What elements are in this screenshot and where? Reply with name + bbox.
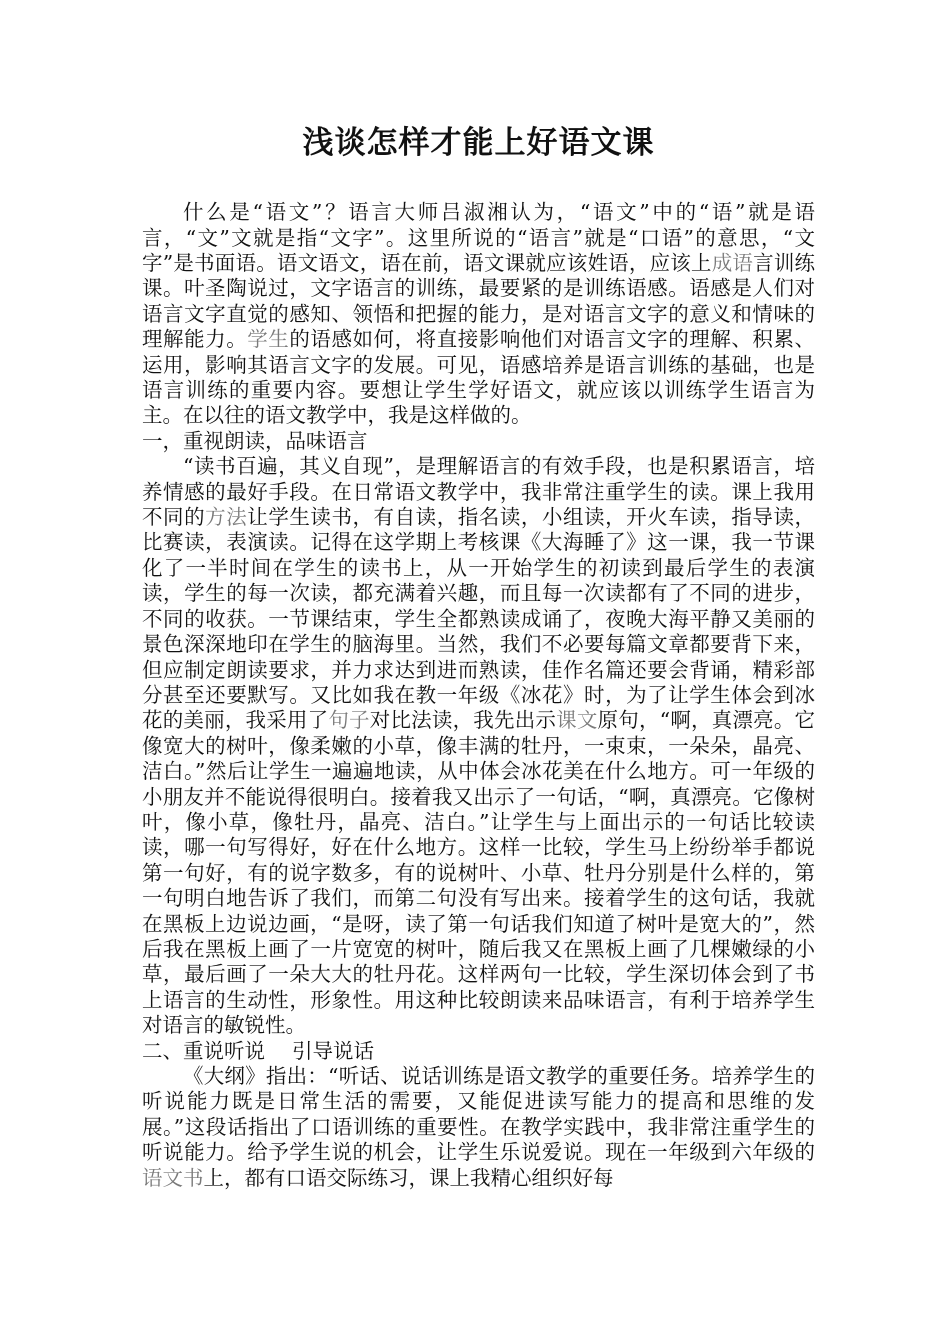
document-body	[142, 200, 815, 1191]
section-2-text-b: 上，都有口语交际练习，课上我精心组织好每	[203, 1165, 614, 1190]
section-heading-2: 二、重说听说 引导说话	[142, 1038, 375, 1063]
link-yuwenshu[interactable]: 语文书	[142, 1165, 204, 1190]
intro-text-b: 言训练课。叶圣陶说过，文字语言的训练，最要紧的是训练语感。语感是人们对语言文字直觉的感知、领悟和把握的能力，是对语言文字的意义和情味的理解能力。	[142, 251, 816, 352]
intro-paragraph	[142, 200, 815, 429]
page-title: 浅谈怎样才能上好语文课	[302, 125, 655, 161]
link-juzi[interactable]: 句子	[328, 708, 370, 733]
link-chengyu[interactable]: 成语	[711, 251, 754, 275]
section-heading-1: 一，重视朗读，品味语言	[142, 428, 368, 453]
link-fangfa[interactable]: 方法	[205, 505, 248, 530]
section-1-text-c: 对比法读，我先出示	[369, 708, 557, 733]
section-2-paragraph	[142, 1064, 815, 1191]
link-xuesheng[interactable]: 学生	[247, 327, 290, 352]
link-kewen[interactable]: 课文	[556, 708, 598, 733]
section-2-text-a: 《大纲》指出：“听话、说话训练是语文教学的重要任务。培养学生的听说能力既是日常生活的需要，又能促进读写能力的提高和思维的发展。”这段话指出了口语训练的重要性。在教学实践中，我非常注重学生的听说能力。给予学生说的机会，让学生乐说爱说。现在一年级到六年级的	[142, 1064, 815, 1165]
section-1-text-a: “读书百遍，其义自现”，是理解语言的有效手段，也是积累语言，培养情感的最好手段。在日常语文教学中，我非常注重学生的读。课上我用不同的	[142, 454, 815, 530]
intro-text-c: 的语感如何，将直接影响他们对语言文字的理解、积累、运用，影响其语言文字的发展。可见，语感培养是语言训练的基础，也是语言训练的重要内容。要想让学生学好语文，就应该以训练学生语言为主。在以往的语文教学中，我是这样做的。	[142, 327, 816, 428]
section-1-paragraph	[142, 454, 815, 1038]
section-1-text-d: 原句，“啊，真漂亮。它像宽大的树叶，像柔嫩的小草，像丰满的牡丹，一束束，一朵朵，晶亮、洁白。”然后让学生一遍遍地读，从中体会冰花美在什么地方。可一年级的小朋友并不能说得很明白。接着我又出示了一句话，“啊，真漂亮。它像树叶，像小草，像牡丹，晶亮、洁白。”让学生与上面出示的一句话比较读读，哪一句写得好，好在什么地方。这样一比较，学生马上纷纷举手都说第一句好，有的说字数多，有的说树叶、小草、牡丹分别是什么样的，第一句明白地告诉了我们，而第二句没有写出来。接着学生的这句话，我就在黑板上边说边画，“是呀，读了第一句话我们知道了树叶是宽大的”，然后我在黑板上画了一片宽宽的树叶，随后我又在黑板上画了几棵嫩绿的小草，最后画了一朵大大的牡丹花。这样两句一比较，学生深切体会到了书上语言的生动性，形象性。用这种比较朗读来品味语言，有利于培养学生对语言的敏锐性。	[142, 708, 816, 1038]
section-1-text-b: 让学生读书，有自读，指名读，小组读，开火车读，指导读，比赛读，表演读。记得在这学期上考核课《大海睡了》这一课，我一节课化了一半时间在学生的读书上，从一开始学生的初读到最后学生的表演读，学生的每一次读，都充满着兴趣，而且每一次读都有了不同的进步，不同的收获。一节课结束，学生全都熟读成诵了，夜晚大海平静又美丽的景色深深地印在学生的脑海里。当然，我们不必要每篇文章都要背下来，但应制定朗读要求，并力求达到进而熟读，佳作名篇还要会背诵，精彩部分甚至还要默写。又比如我在教一年级《冰花》时，为了让学生体会到冰花的美丽，我采用了	[142, 505, 816, 733]
intro-text-a: 什么是“语文”？语言大师吕淑湘认为，“语文”中的“语”就是语言，“文”文就是指“文字”。这里所说的“语言”就是“口语”的意思，“文字”是书面语。语文语文，语在前，语文课就应该姓语，应该上	[142, 200, 815, 275]
